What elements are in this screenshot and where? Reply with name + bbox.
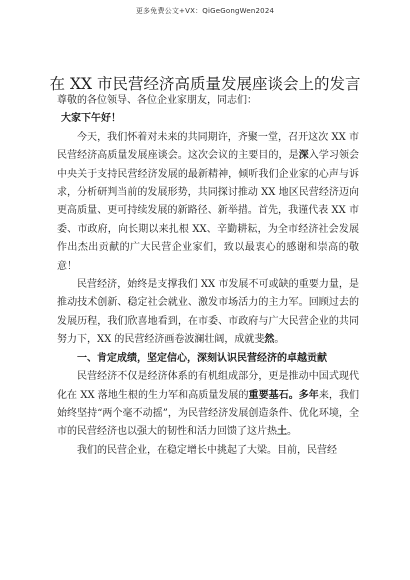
paragraph-3-text-a: 民营经济不仅是经济体系的有机组成部分，更是推动中国式现代化在 XX 落地生根的生力军和高质量发展的 <box>57 371 359 401</box>
paragraph-1-text-c: 入学习领会中央关于支持民营经济发展的最新精神，倾听我们企业家的心声与诉求，分析研判当前的发展形势，共同探讨推动 XX 地区民营经济迈向更高质量、更可持续发展的新路径、新举措。首先，我谨代表 XX 市委、市政府，向长期以来扎根 XX、辛勤耕耘，为全市经济社会发展作出杰出贡献的广大民营企业家们，致以最衷心的感谢和崇高的敬意！ <box>57 150 360 272</box>
paragraph-2 <box>57 276 359 350</box>
paragraph-3-text-e: 。 <box>287 426 297 438</box>
header-note: 更多免费公文+VX：QiGeGongWen2024 <box>135 7 275 15</box>
paragraph-2-text-a: 民营经济，始终是支撑我们 XX 市发展不可或缺的重要力量，是推动技术创新、稳定社会就业、激发市场活力的主力军。回顾过去的发展历程，我们欣喜地看到，在市委、市政府与广大民营企业的共同努力下，XX 的民营经济画卷波澜壮阔，成就斐 <box>57 279 359 346</box>
section-heading-1: 一、肯定成绩，坚定信心，深刻认识民营经济的卓越贡献 <box>77 352 327 364</box>
paragraph-1-text-b: 深 <box>298 150 309 162</box>
paragraph-3-text-b: 重要基石。多年 <box>248 389 319 401</box>
paragraph-2-text-c: 。 <box>274 334 285 346</box>
paragraph-3-text-d: 土 <box>277 426 287 438</box>
paragraph-1-text-a: 今天，我们怀着对未来的共同期许，齐聚一堂，召开这次 XX 市民营经济高质量发展座谈会。这次会议的主要目的，是 <box>57 131 359 162</box>
salutation: 尊敬的各位领导、各位企业家朋友，同志们： <box>57 95 257 106</box>
document-title: 在 XX 市民营经济高质量发展座谈会上的发言 <box>49 75 361 93</box>
paragraph-2-text-b: 然 <box>264 334 275 346</box>
document-body <box>57 92 359 460</box>
greeting: 大家下午好！ <box>61 113 121 125</box>
paragraph-1 <box>57 129 359 276</box>
paragraph-4: 我们的民营企业，在稳定增长中挑起了大梁。目前，民营经 <box>77 444 337 456</box>
paragraph-3-text-c: 来，我们始终坚持“两个毫不动摇”，为民营经济发展创造条件、优化环境，全市的民营经济也以强大的韧性和活力回馈了这片热 <box>57 389 360 438</box>
paragraph-3 <box>57 368 359 442</box>
